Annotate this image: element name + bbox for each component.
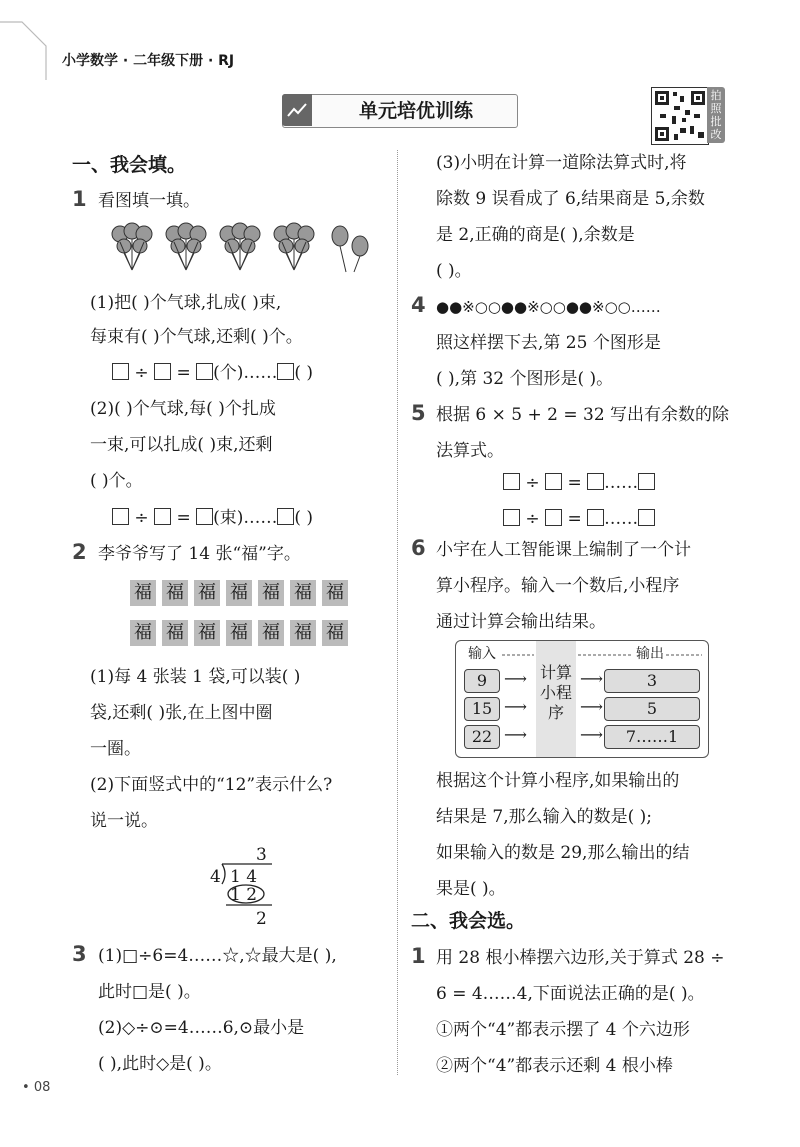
q1-p2-line2: 一束,可以扎成( )束,还剩 (90, 435, 273, 455)
division-quotient: 3 (256, 845, 267, 865)
output-cell: 3 (604, 669, 700, 693)
blank-box[interactable] (277, 363, 294, 380)
division-dividend: 1 4 (230, 867, 258, 887)
program-box (536, 641, 576, 757)
blank-box[interactable] (154, 363, 171, 380)
q3-p3-line2: 除数 9 误看成了 6,结果商是 5,余数 (436, 189, 705, 209)
blank-box[interactable] (545, 509, 562, 526)
q1-p1-equation: ÷ = (个)…… ( ) (112, 360, 313, 386)
input-cell: 9 (464, 669, 500, 693)
q6-after-line3: 如果输入的数是 29,那么输出的结 (436, 843, 690, 863)
blank-box[interactable] (587, 509, 604, 526)
fu-card[interactable]: 福 (194, 620, 220, 646)
q2-p2-line2: 说一说。 (90, 811, 158, 831)
s2q1-option-2: ②两个“4”都表示还剩 4 根小棒 (436, 1056, 673, 1076)
q1-p2-line1: (2)( )个气球,每( )个扎成 (90, 399, 276, 419)
q6-line1: 小宇在人工智能课上编制了一个计 (436, 540, 691, 560)
fu-card[interactable]: 福 (130, 580, 156, 606)
q2-p1-line3: 一圈。 (90, 739, 141, 759)
arrow-icon: ⟶ (580, 697, 603, 716)
blank-box[interactable] (196, 363, 213, 380)
q1-p2-equation: ÷ = (束)…… ( ) (112, 505, 313, 531)
output-cell: 7……1 (604, 725, 700, 749)
input-cell: 22 (464, 725, 500, 749)
book-title: 小学数学 · 二年级下册 · RJ (62, 53, 235, 69)
fu-card[interactable]: 福 (226, 620, 252, 646)
q3-p3-line4: ( )。 (436, 261, 472, 281)
division-divisor: 4 (210, 867, 221, 887)
long-division (200, 842, 290, 932)
arrow-icon: ⟶ (504, 669, 527, 688)
q5-line1: 根据 6 × 5 + 2 = 32 写出有余数的除 (436, 405, 730, 425)
s2q1-number: 1 (411, 944, 426, 968)
fu-card[interactable]: 福 (130, 620, 156, 646)
fu-card[interactable]: 福 (290, 580, 316, 606)
fu-card[interactable]: 福 (290, 620, 316, 646)
balloon-single-pair (332, 226, 368, 272)
fu-card[interactable]: 福 (258, 620, 284, 646)
program-table (455, 640, 709, 758)
output-cell: 5 (604, 697, 700, 721)
arrow-icon: ⟶ (504, 725, 527, 744)
q6-after-line1: 根据这个计算小程序,如果输出的 (436, 771, 680, 791)
q4-line3: ( ),第 32 个图形是( )。 (436, 369, 614, 389)
q3-p1-line1: (1)□÷6=4……☆,☆最大是( ), (98, 946, 337, 966)
blank-box[interactable] (587, 473, 604, 490)
fu-row-1 (130, 580, 354, 606)
fu-card[interactable]: 福 (226, 580, 252, 606)
fu-card[interactable]: 福 (322, 620, 348, 646)
blank-box[interactable] (112, 508, 129, 525)
q2-p1-line1: (1)每 4 张装 1 袋,可以装( ) (90, 667, 301, 687)
fu-card[interactable]: 福 (258, 580, 284, 606)
q5-equation-1: ÷ = …… (503, 470, 655, 496)
q3-p2-line2: ( ),此时◇是( )。 (98, 1054, 222, 1074)
q3-p3-line1: (3)小明在计算一道除法算式时,将 (436, 153, 687, 173)
program-label: 计算小程序 (539, 663, 572, 722)
column-divider (397, 150, 398, 1075)
blank-box[interactable] (638, 473, 655, 490)
q6-number: 6 (411, 536, 426, 560)
q4-number: 4 (411, 293, 426, 317)
input-cell: 15 (464, 697, 500, 721)
q5-number: 5 (411, 401, 426, 425)
fu-card[interactable]: 福 (322, 580, 348, 606)
balloons-image (108, 222, 380, 274)
q5-equation-2: ÷ = …… (503, 506, 655, 532)
division-remainder: 2 (256, 909, 267, 929)
corner-decoration (0, 0, 60, 80)
q2-prompt: 李爷爷写了 14 张“福”字。 (98, 544, 301, 564)
division-product: 1 2 (230, 885, 258, 905)
arrow-icon: ⟶ (504, 697, 527, 716)
banner-title: 单元培优训练 (358, 100, 473, 122)
output-header: 输出 (636, 646, 664, 662)
s2q1-line2: 6 = 4……4,下面说法正确的是( )。 (436, 984, 705, 1004)
section-1-title: 一、我会填。 (72, 154, 187, 176)
trend-icon (282, 94, 312, 126)
q1-p2-line3: ( )个。 (90, 471, 143, 491)
blank-box[interactable] (503, 473, 520, 490)
blank-box[interactable] (503, 509, 520, 526)
section-2-title: 二、我会选。 (411, 910, 526, 932)
q1-prompt: 看图填一填。 (98, 191, 200, 211)
blank-box[interactable] (638, 509, 655, 526)
fu-card[interactable]: 福 (194, 580, 220, 606)
blank-box[interactable] (154, 508, 171, 525)
q1-p1-line1: (1)把( )个气球,扎成( )束, (90, 293, 282, 313)
arrow-icon: ⟶ (580, 725, 603, 744)
qr-code[interactable] (651, 87, 709, 145)
unit-banner (282, 94, 518, 128)
q6-after-line2: 结果是 7,那么输入的数是( ); (436, 807, 653, 827)
q4-pattern: ●●※○○●●※○○●●※○○…… (436, 298, 661, 316)
fu-card[interactable]: 福 (162, 620, 188, 646)
q3-p1-line2: 此时□是( )。 (98, 982, 201, 1002)
q6-line2: 算小程序。输入一个数后,小程序 (436, 576, 680, 596)
q3-number: 3 (72, 942, 87, 966)
q6-after-line4: 果是( )。 (436, 879, 506, 899)
q3-p3-line3: 是 2,正确的商是( ),余数是 (436, 225, 635, 245)
blank-box[interactable] (277, 508, 294, 525)
q2-p2-line1: (2)下面竖式中的“12”表示什么? (90, 775, 333, 795)
q1-p1-line2: 每束有( )个气球,还剩( )个。 (90, 327, 303, 347)
q2-number: 2 (72, 540, 87, 564)
input-header: 输入 (468, 646, 496, 662)
page-number: • 08 (22, 1080, 51, 1095)
s2q1-line1: 用 28 根小棒摆六边形,关于算式 28 ÷ (436, 948, 725, 968)
q2-p1-line2: 袋,还剩( )张,在上图中圈 (90, 703, 273, 723)
qr-side-label: 拍照批改 (707, 87, 725, 143)
q1-number: 1 (72, 187, 87, 211)
blank-box[interactable] (545, 473, 562, 490)
blank-box[interactable] (112, 363, 129, 380)
s2q1-option-1: ①两个“4”都表示摆了 4 个六边形 (436, 1020, 690, 1040)
blank-box[interactable] (196, 508, 213, 525)
fu-row-2 (130, 620, 354, 646)
q3-p2-line1: (2)◇÷⊙=4……6,⊙最小是 (98, 1018, 305, 1038)
q4-line2: 照这样摆下去,第 25 个图形是 (436, 333, 661, 353)
arrow-icon: ⟶ (580, 669, 603, 688)
q6-line3: 通过计算会输出结果。 (436, 612, 606, 632)
fu-card[interactable]: 福 (162, 580, 188, 606)
q5-line2: 法算式。 (436, 441, 504, 461)
